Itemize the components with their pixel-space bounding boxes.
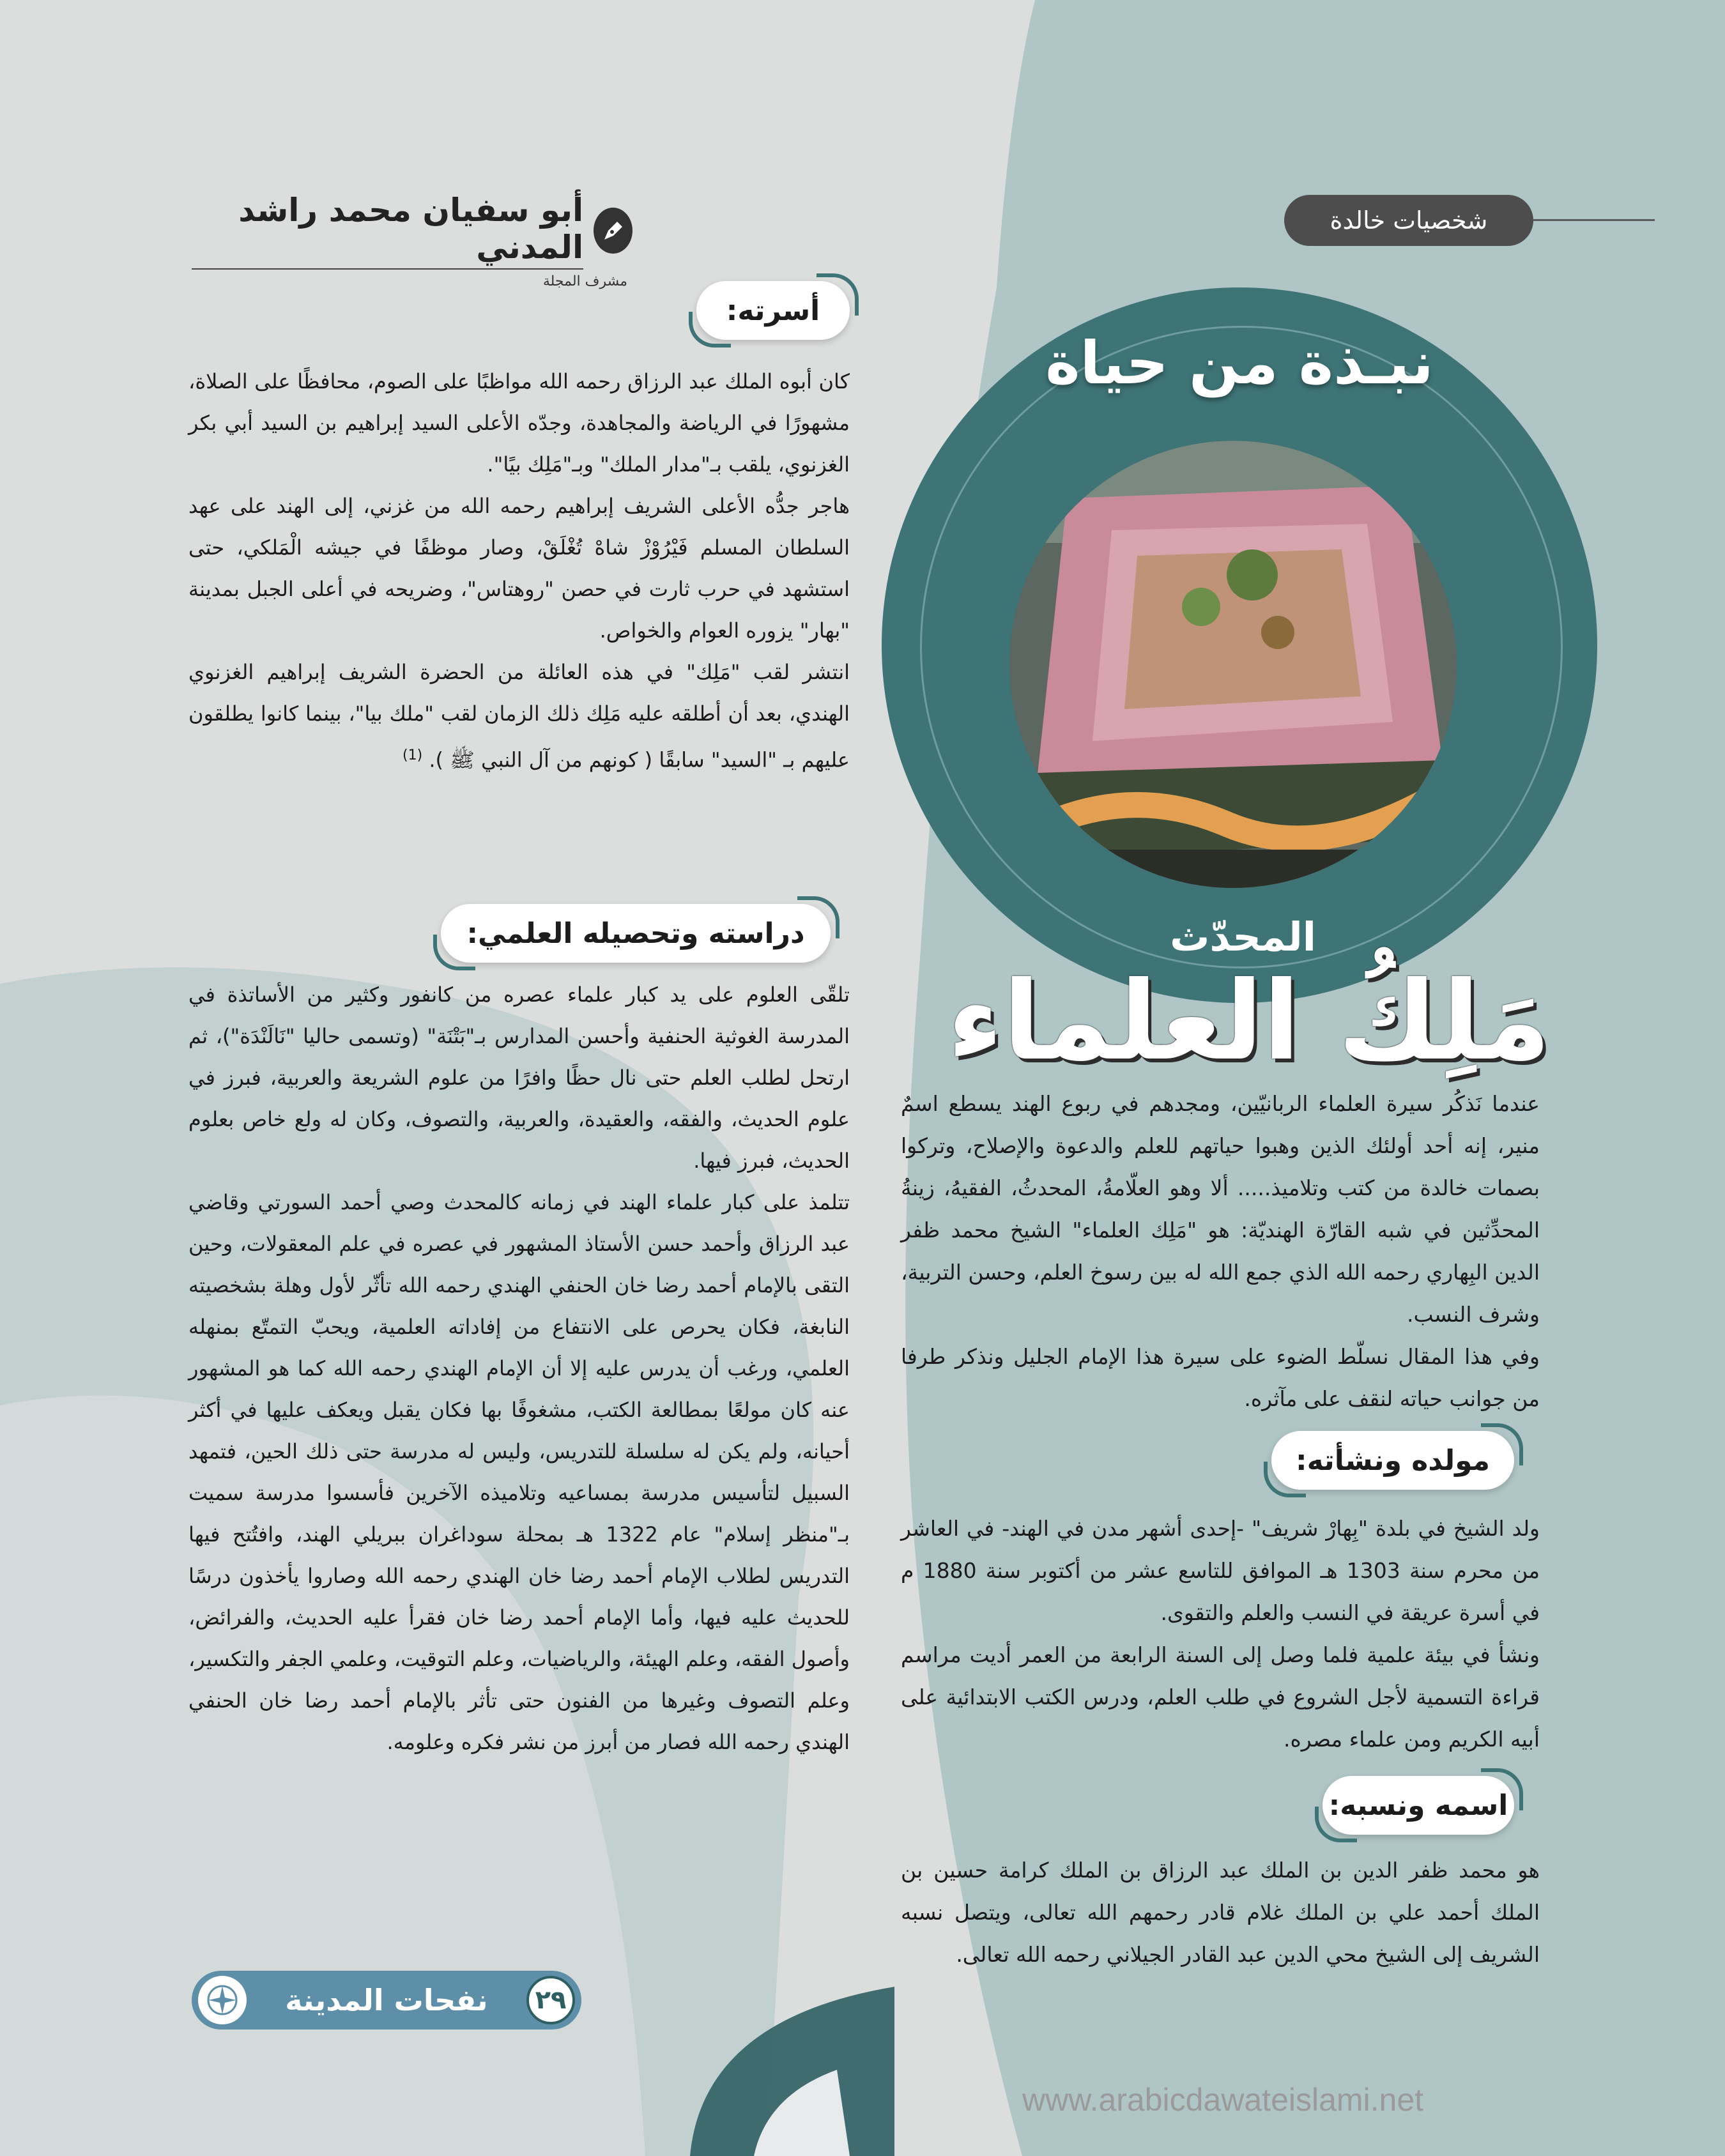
lineage-paragraph: هو محمد ظفر الدين بن الملك عبد الرزاق بن الملك كرامة حسين بن الملك أحمد علي بن الملك غلام قادر رحمهم الله تعالى، ويتصل نسبه الشريف إلى الشيخ محي الدين عبد القادر الجيلاني رحمه الله تعالى.	[901, 1858, 1540, 1967]
family-paragraph-text: انتشر لقب "مَلِك" في هذه العائلة من الحضرة الشريف إبراهيم الغزنوي الهندي، بعد أن أطلقه عليه مَلِك ذلك الزمان لقب "ملك بيا"، بينما كانوا يطلقون عليهم بـ "السيد" سابقًا ( كونهم من آل النبي ﷺ ).	[188, 660, 850, 772]
birth-text	[901, 1508, 1540, 1761]
tomb-photo-icon	[1009, 441, 1457, 888]
family-paragraph: كان أبوه الملك عبد الرزاق رحمه الله مواظبًا على الصوم، محافظًا على الصلاة، مشهورًا في الرياضة والمجاهدة، وجدّه الأعلى السيد إبراهيم بن السيد أبي بكر الغزنوي، يلقب بـ"مدار الملك" وبـ"مَلِك بيًا".	[188, 369, 850, 477]
section-tag-rule	[1533, 219, 1655, 221]
intro-paragraph: عندما نَذكُر سيرة العلماء الربانيّين، ومجدهم في ربوع الهند يسطع اسمٌ منير، إنه أحد أولئك الذين وهبوا حياتهم للعلم والدعوة والإصلاح، وتركوا بصمات خالدة من كتب وتلاميذ..... ألا وهو العلّامةُ، المحدثُ، الفقيهُ، زينةُ المحدِّثين في شبه القارّة الهنديّة: هو "مَلِك العلماء" الشيخ محمد ظفر الدين البِهاري رحمه الله الذي جمع الله له بين رسوخ العلم، وحسن التربية، وشرف النسب.	[901, 1091, 1540, 1327]
study-paragraph: تتلمذ على كبار علماء الهند في زمانه كالمحدث وصي أحمد السورتي وقاضي عبد الرزاق وأحمد حسن الأستاذ المشهور في عصره في علم المعقولات، وحين التقى بالإمام أحمد رضا خان الحنفي الهندي رحمه الله تأثّر لأول وهلة بشخصيته النابغة، فكان يحرص على الانتفاع من إفاداته العلمية، ويحبّ التمتّع بمنهله العلمي، ورغب أن يدرس عليه إلا أن الإمام الهندي رحمه الله كما هو المشهور عنه كان مولعًا بمطالعة الكتب، مشغوفًا بها فكان يقبل ويعكف عليها في أكثر أحيانه، ولم يكن له سلسلة للتدريس، وليس له مدرسة حتى ذلك الحين، فتمهد السبيل لتأسيس مدرسة بمساعيه وتلاميذه الآخرين فأسسوا مدرسة سميت بـ"منظر إسلام" عام 1322 هـ بمحلة سوداغران ببريلي الهند، وافتُتح فيها التدريس لطلاب الإمام أحمد رضا خان الهندي رحمه الله وصاروا يأخذون درسًا للحديث عليه فيها، وأما الإمام أحمد رضا خان فقرأ عليه الحديث، والفرائض، وأصول الفقه، وعلم الهيئة، والرياضيات، وعلم التوقيت، وعلمي الجفر والتكسير، وعلم التصوف وغيرها من الفنون حتى تأثر بالإمام أحمد رضا خان الحنفي الهندي رحمه الله فصار من أبرز من نشر فكره وعلومه.	[188, 1190, 850, 1754]
birth-paragraph: ولد الشيخ في بلدة "بِهارْ شريف" -إحدى أشهر مدن في الهند- في العاشر من محرم سنة 1303 هـ الموافق للتاسع عشر من أكتوبر سنة 1880 م في أسرة عريقة في النسب والعلم والتقوى.	[901, 1516, 1540, 1625]
study-heading	[441, 904, 831, 963]
study-text	[188, 974, 850, 1763]
study-paragraph: تلقّى العلوم على يد كبار علماء عصره من كانفور وكثير من الأساتذة في المدرسة الغوثية الحنفية وأحسن المدارس بـ"بَتْنَة" (وتسمى حاليا "نَالَنْدَة")، ثم ارتحل لطلب العلم حتى نال حظًا وافرًا من علوم الشريعة والعربية، فبرز في علوم الحديث، والفقه، والعقيدة، والعربية، والتصوف، وكان له ولع خاص بعلوم الحديث، فبرز فيها.	[188, 982, 850, 1173]
family-text	[188, 361, 850, 781]
ornament-icon	[198, 1976, 247, 2024]
page-number: ٢٩	[526, 1976, 575, 2024]
lineage-heading-label: اسمه ونسبه:	[1328, 1789, 1508, 1822]
section-tag-label: شخصيات خالدة	[1330, 206, 1488, 234]
page-footer	[192, 1971, 581, 2030]
intro-paragraph: وفي هذا المقال نسلّط الضوء على سيرة هذا الإمام الجليل ونذكر طرفا من جوانب حياته لنقف على مآثره.	[901, 1344, 1540, 1411]
family-paragraph: هاجر جدُّه الأعلى الشريف إبراهيم رحمه الله من غزني، إلى الهند على عهد السلطان المسلم فَيْرُوْزْ شاهْ تُغْلَقْ، وصار موظفًا في جيشه الْمَلكي، حتى استشهد في حرب ثارت في حصن "روهتاس"، وضريحه في أعلى الجبل بمدينة "بهار" يزوره العوام والخواص.	[188, 494, 850, 643]
section-tag	[1284, 195, 1533, 246]
birth-paragraph: ونشأ في بيئة علمية فلما وصل إلى السنة الرابعة من العمر أديت مراسم قراءة التسمية لأجل الشروع في طلب العلم، ودرس الكتب الابتدائية على أبيه الكريم ومن علماء مصره.	[901, 1642, 1540, 1752]
family-paragraph	[188, 652, 850, 781]
study-heading-label: دراسته وتحصيله العلمي:	[466, 917, 805, 950]
author-block	[192, 192, 632, 289]
author-name: أبو سفيان محمد راشد المدني	[192, 192, 583, 270]
magazine-name: نفحات المدينة	[285, 1983, 488, 2017]
feature-banner: نبـذة من حياة	[1045, 329, 1434, 397]
birth-heading-label: مولده ونشأته:	[1295, 1444, 1491, 1477]
family-heading	[696, 281, 850, 340]
family-heading-label: أسرته:	[726, 294, 820, 327]
lineage-heading	[1322, 1776, 1514, 1835]
intro-text	[901, 1083, 1540, 1420]
lineage-text	[901, 1849, 1540, 1976]
author-role: مشرف المجلة	[542, 273, 627, 289]
feature-prefix: المحدّث	[1170, 914, 1316, 960]
birth-heading	[1271, 1431, 1514, 1490]
tomb-photo	[1009, 441, 1457, 888]
footnote-marker: (1)	[402, 747, 423, 763]
pen-icon	[594, 208, 632, 254]
feature-title: مَلِكُ العلماء	[947, 958, 1551, 1085]
website-url[interactable]: www.arabicdawateislami.net	[1022, 2082, 1424, 2118]
